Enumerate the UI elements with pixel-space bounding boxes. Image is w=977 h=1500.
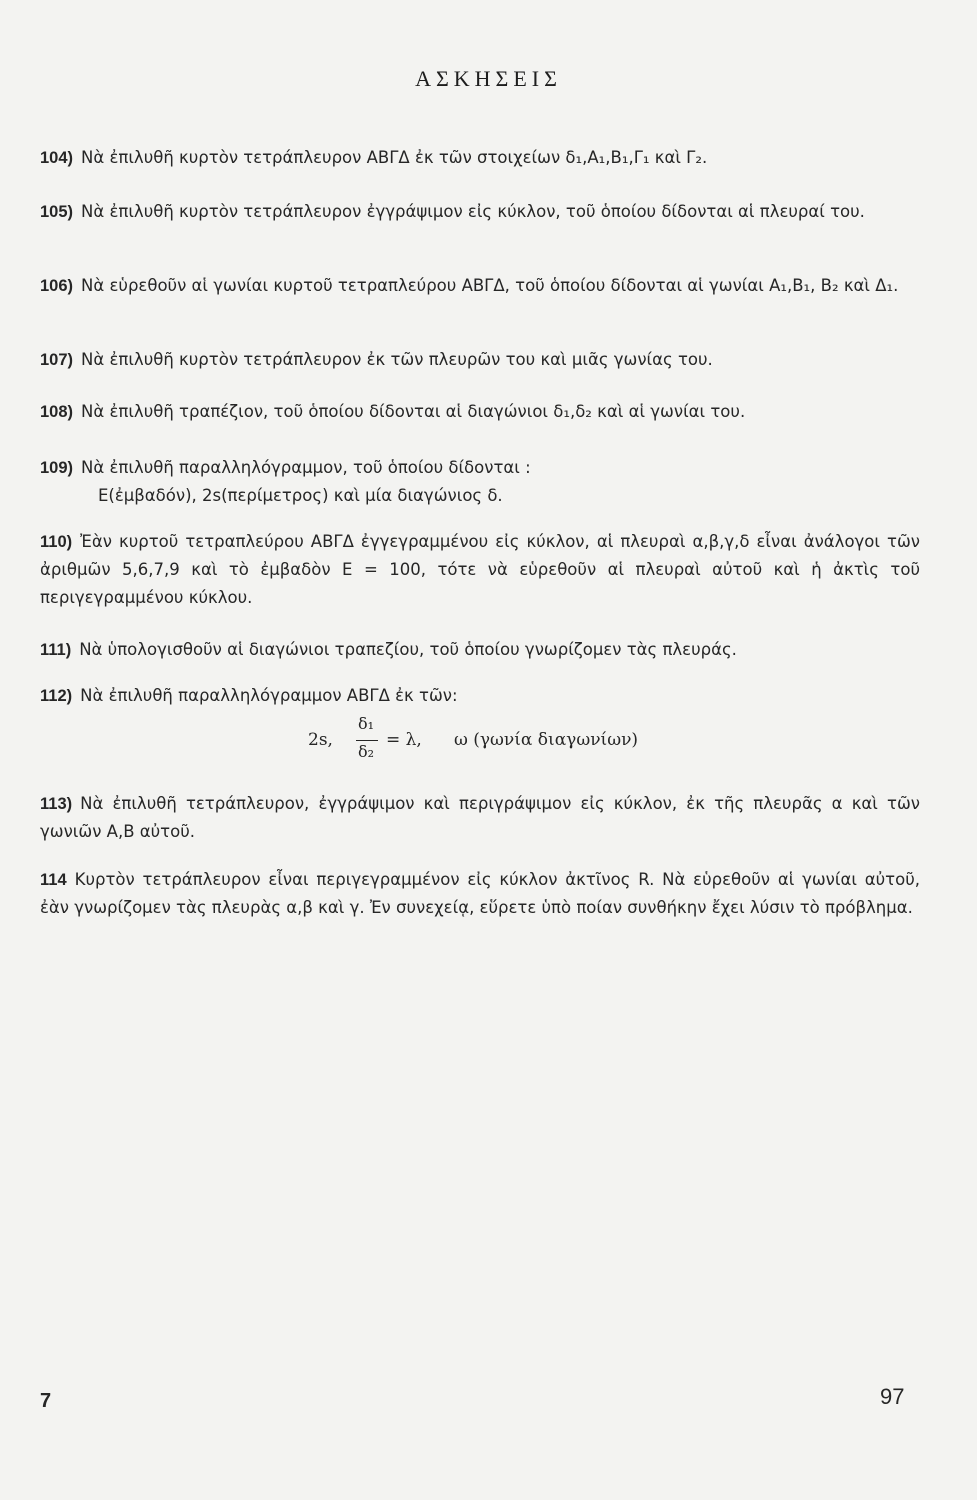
page-title: ΑΣΚΗΣΕΙΣ xyxy=(415,66,562,91)
exercise-number: 105) xyxy=(40,203,74,221)
exercise-104 xyxy=(40,144,920,172)
exercise-number: 108) xyxy=(40,403,74,421)
exercise-110 xyxy=(40,528,920,612)
exercise-text: Νὰ ἐπιλυθῆ παραλληλόγραμμον, τοῦ ὁποίου δίδονται : xyxy=(81,458,531,477)
exercise-number: 109) xyxy=(40,459,74,477)
exercise-number: 104) xyxy=(40,149,74,167)
footer-signature-mark: 7 xyxy=(40,1390,52,1412)
exercise-number: 113) xyxy=(40,795,73,813)
exercise-113 xyxy=(40,790,920,846)
formula-fraction-numerator: δ₁ xyxy=(358,714,375,733)
exercise-text: Νὰ ἐπιλυθῆ κυρτὸν τετράπλευρον ἐκ τῶν πλευρῶν του καὶ μιᾶς γωνίας του. xyxy=(81,350,713,369)
exercise-text: Νὰ ἐπιλυθῆ τετράπλευρον, ἐγγράψιμον καὶ περιγράψιμον εἰς κύκλον, ἐκ τῆς πλευρᾶς α καὶ τῶν γωνιῶν Α,Β αὐτοῦ. xyxy=(40,794,920,841)
exercise-112 xyxy=(40,682,920,710)
formula-equals-lambda: = λ, xyxy=(386,730,422,750)
exercise-number: 112) xyxy=(40,687,73,705)
exercise-105 xyxy=(40,198,920,226)
formula-fraction-bar xyxy=(356,740,378,741)
exercise-text: Νὰ ἐπιλυθῆ τραπέζιον, τοῦ ὁποίου δίδονται αἱ διαγώνιοι δ₁,δ₂ καὶ αἱ γωνίαι του. xyxy=(81,402,746,421)
exercise-107 xyxy=(40,346,920,374)
exercise-109 xyxy=(40,454,920,510)
exercise-number: 111) xyxy=(40,641,72,659)
exercise-text: Ἐὰν κυρτοῦ τετραπλεύρου ΑΒΓΔ ἐγγεγραμμένου εἰς κύκλον, αἱ πλευραὶ α,β,γ,δ εἶναι ἀνάλογοι τῶν ἀριθμῶν 5,6,7,9 καὶ τὸ ἐμβαδὸν Ε = 100, τότε νὰ εὑρεθοῦν αἱ πλευραὶ αὐτοῦ καὶ ἡ ἀκτὶς τοῦ περιγεγραμμένου κύκλου. xyxy=(40,532,920,607)
exercise-114 xyxy=(40,866,920,922)
exercise-text: Κυρτὸν τετράπλευρον εἶναι περιγεγραμμένον εἰς κύκλον ἀκτῖνος R. Νὰ εὑρεθοῦν αἱ γωνίαι αὐτοῦ, ἐὰν γνωρίζομεν τὰς πλευρὰς α,β καὶ γ. Ἐν συνεχείᾳ, εὕρετε ὑπὸ ποίαν συνθήκην ἔχει λύσιν τὸ πρόβλημα. xyxy=(40,870,920,917)
exercise-number: 106) xyxy=(40,277,74,295)
exercise-text: Νὰ ἐπιλυθῆ κυρτὸν τετράπλευρον ἐγγράψιμον εἰς κύκλον, τοῦ ὁποίου δίδονται αἱ πλευραί του. xyxy=(81,202,865,221)
exercise-111 xyxy=(40,636,920,664)
exercise-text: Νὰ ἐπιλυθῆ παραλληλόγραμμον ΑΒΓΔ ἐκ τῶν: xyxy=(80,686,458,705)
exercise-106 xyxy=(40,272,920,300)
exercise-text: Νὰ ὑπολογισθοῦν αἱ διαγώνιοι τραπεζίου, τοῦ ὁποίου γνωρίζομεν τὰς πλευράς. xyxy=(79,640,737,659)
exercise-108 xyxy=(40,398,920,426)
page-number: 97 xyxy=(880,1384,905,1409)
exercise-text: Νὰ ἐπιλυθῆ κυρτὸν τετράπλευρον ΑΒΓΔ ἐκ τῶν στοιχείων δ₁,Α₁,Β₁,Γ₁ καὶ Γ₂. xyxy=(81,148,708,167)
formula-fraction-denominator: δ₂ xyxy=(358,742,375,761)
formula-112 xyxy=(308,714,728,774)
exercise-number: 107) xyxy=(40,351,74,369)
exercise-text-line2: Ε(ἐμβαδόν), 2s(περίμετρος) καὶ μία διαγώνιος δ. xyxy=(98,486,503,505)
formula-term-perimeter: 2s, xyxy=(308,730,333,750)
formula-term-angle: ω (γωνία διαγωνίων) xyxy=(454,730,639,750)
exercise-number: 110) xyxy=(40,533,73,551)
exercise-text: Νὰ εὑρεθοῦν αἱ γωνίαι κυρτοῦ τετραπλεύρου ΑΒΓΔ, τοῦ ὁποίου δίδονται αἱ γωνίαι Α₁,Β₁, Β₂ καὶ Δ₁. xyxy=(81,276,899,295)
exercise-number: 114 xyxy=(40,871,67,889)
